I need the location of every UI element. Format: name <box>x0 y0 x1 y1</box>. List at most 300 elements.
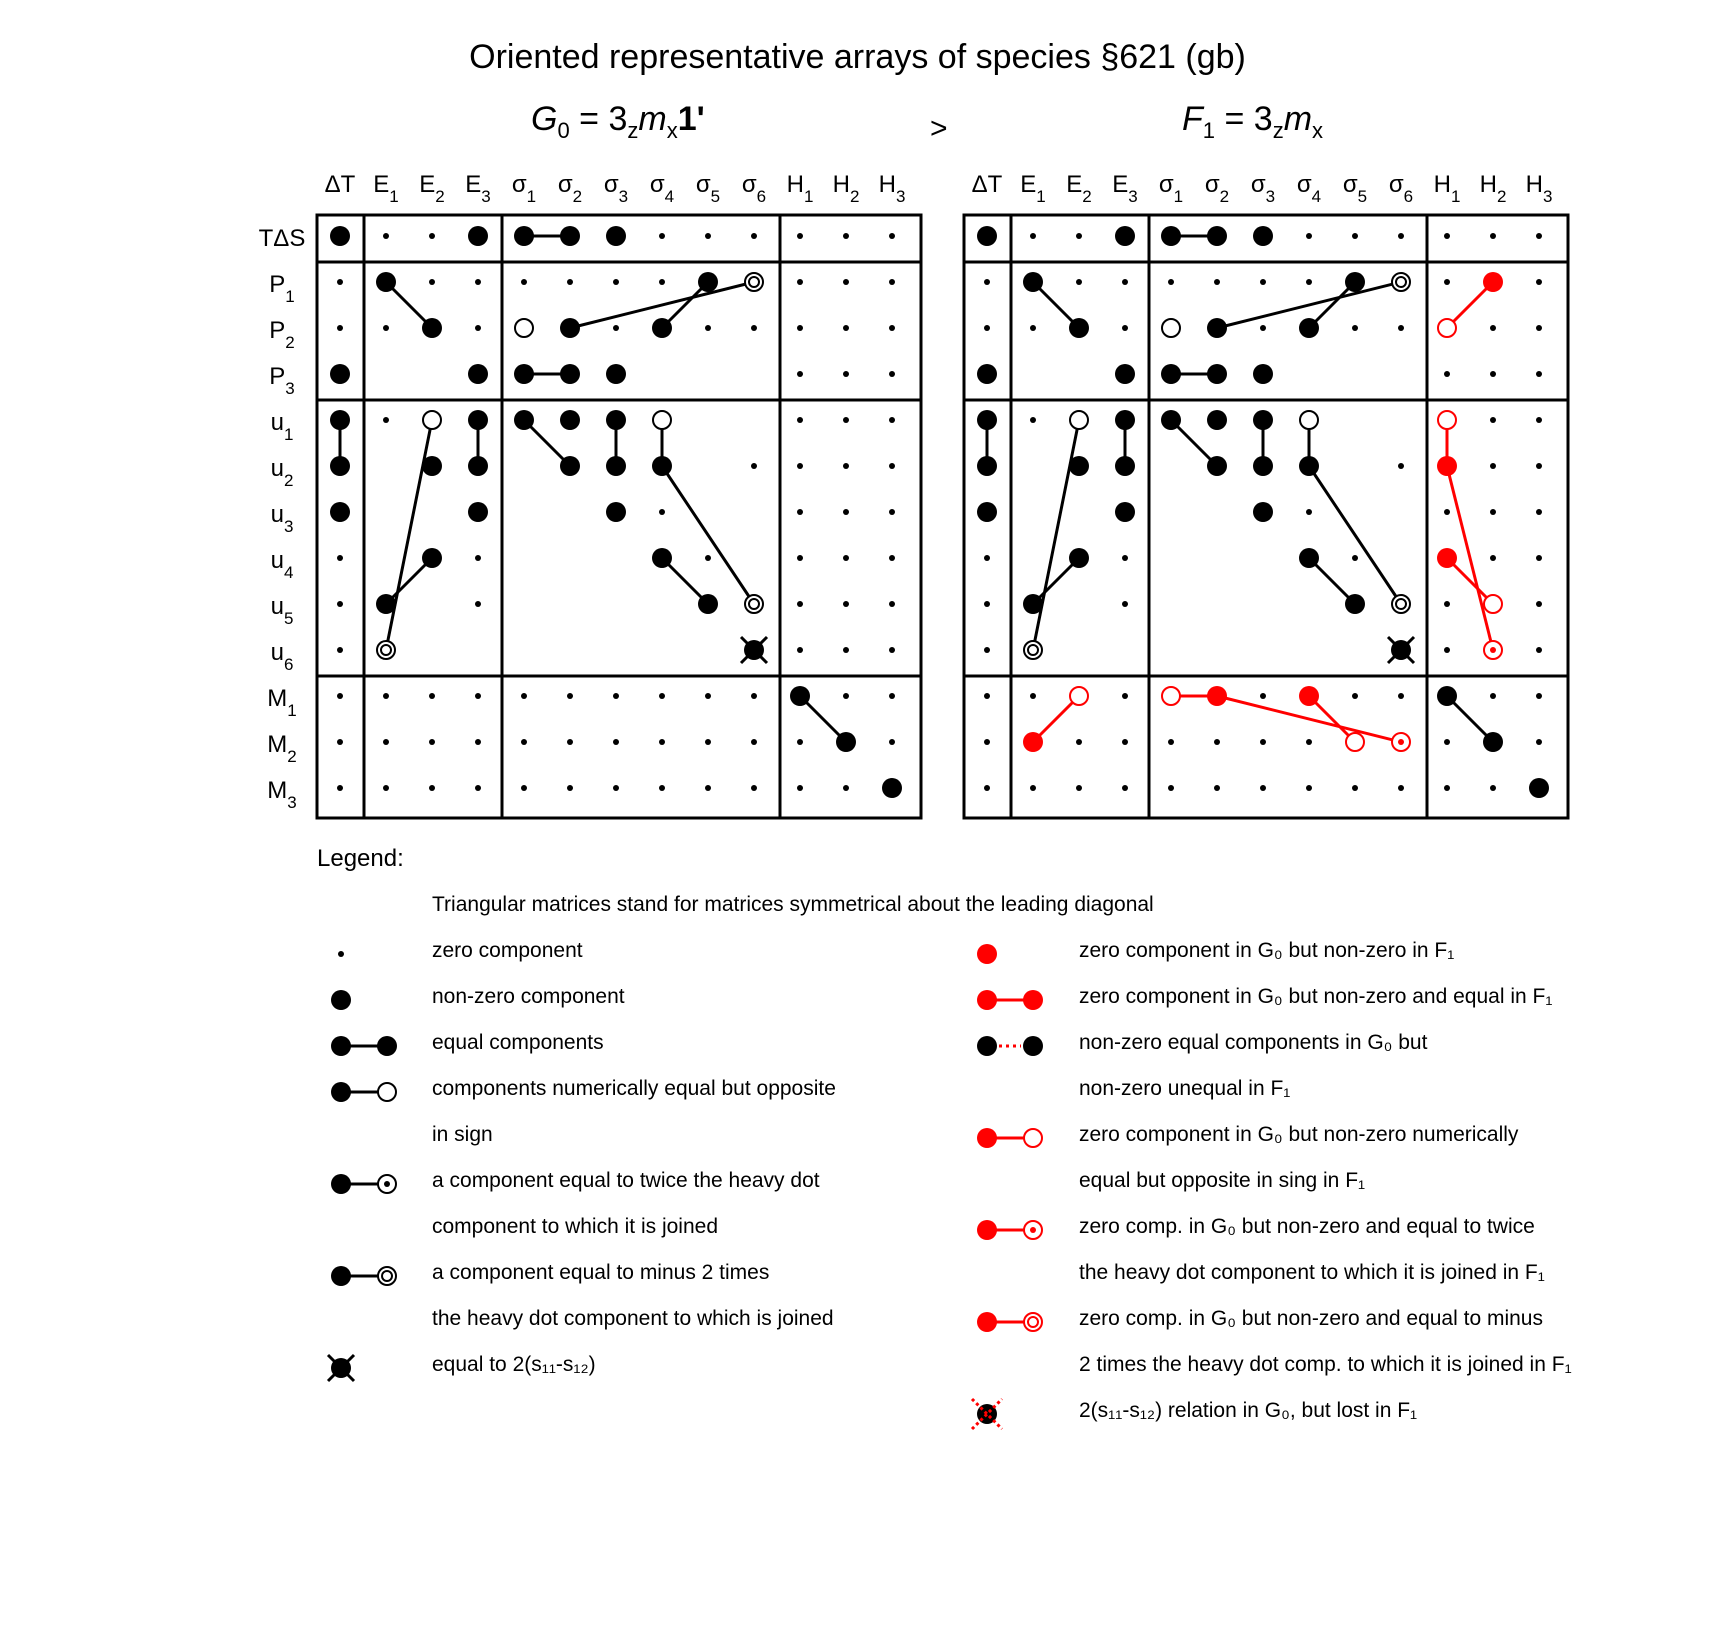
matrix-component <box>1345 594 1365 614</box>
zero-component <box>1260 785 1266 791</box>
legend-symbol-minus2 <box>331 1266 396 1286</box>
zero-component <box>429 693 435 699</box>
legend-symbol-opposite <box>331 1082 396 1102</box>
legend-dot <box>972 1399 1002 1429</box>
zero-component <box>1490 371 1496 377</box>
zero-component <box>1076 279 1082 285</box>
zero-component <box>659 785 665 791</box>
zero-component <box>659 739 665 745</box>
group-subscript: 0 <box>557 117 570 143</box>
zero-component <box>475 601 481 607</box>
zero-component <box>751 693 757 699</box>
zero-component <box>984 785 990 791</box>
zero-component <box>383 785 389 791</box>
zero-component <box>1076 233 1082 239</box>
zero-component <box>889 509 895 515</box>
zero-component <box>1398 785 1404 791</box>
x-subscript: x <box>1312 117 1324 143</box>
zero-component <box>383 233 389 239</box>
matrix-component <box>977 226 997 246</box>
zero-component <box>984 601 990 607</box>
column-header: $H_2$ <box>1479 171 1507 206</box>
zero-component <box>843 463 849 469</box>
matrix-component <box>1346 733 1364 751</box>
zero-component <box>1168 785 1174 791</box>
matrix-component <box>652 548 672 568</box>
legend-entry-right-0: zero component in G₀ but non-zero in F₁ <box>1079 939 1455 962</box>
group-symbol: G <box>531 100 558 138</box>
zero-component <box>1444 233 1450 239</box>
column-header: $\sigma_6$ <box>1388 171 1414 206</box>
matrix-component <box>977 410 997 430</box>
column-header: $E_1$ <box>373 171 399 206</box>
matrix-component <box>1207 226 1227 246</box>
zero-component <box>1122 693 1128 699</box>
row-header: $M_3$ <box>267 777 297 812</box>
zero-component <box>521 739 527 745</box>
zero-component <box>705 739 711 745</box>
legend-symbol-zero <box>338 951 344 957</box>
zero-component <box>1444 371 1450 377</box>
zero-component <box>843 233 849 239</box>
zero-component <box>1030 233 1036 239</box>
matrix-component <box>560 226 580 246</box>
legend-entry-left-3: in sign <box>432 1123 493 1146</box>
zero-component <box>659 693 665 699</box>
zero-component <box>889 647 895 653</box>
legend-right-dot <box>1024 1221 1042 1239</box>
zero-component <box>1444 785 1450 791</box>
zero-component <box>843 693 849 699</box>
column-header: $E_2$ <box>1066 171 1092 206</box>
legend-symbol-equal <box>331 1036 397 1056</box>
legend-left-dot <box>977 1312 997 1332</box>
m-symbol: m <box>638 100 667 138</box>
matrix-component <box>745 273 763 291</box>
row-header: $u_1$ <box>270 409 294 444</box>
matrix-component <box>514 226 534 246</box>
legend-entry-right-2: non-zero unequal in F₁ <box>1079 1077 1291 1100</box>
zero-component <box>337 325 343 331</box>
zero-component <box>613 325 619 331</box>
zero-component <box>1352 693 1358 699</box>
matrix-component <box>1437 456 1457 476</box>
zero-component <box>613 739 619 745</box>
legend-right-dot <box>1023 990 1043 1010</box>
zero-component <box>1260 279 1266 285</box>
matrix-component <box>652 318 672 338</box>
column-header: ΔT <box>971 171 1003 198</box>
column-header: $H_1$ <box>1433 171 1461 206</box>
zero-component <box>1536 279 1542 285</box>
zero-component <box>1168 739 1174 745</box>
zero-component <box>383 417 389 423</box>
matrix-component <box>1115 410 1135 430</box>
column-header: $\sigma_1$ <box>511 171 537 206</box>
zero-component <box>984 325 990 331</box>
zero-component <box>1352 233 1358 239</box>
zero-component <box>1260 739 1266 745</box>
matrix-component <box>606 410 626 430</box>
zero-component <box>1076 739 1082 745</box>
component-link <box>1033 420 1079 650</box>
zero-component <box>1536 417 1542 423</box>
zero-component <box>1490 417 1496 423</box>
zero-component <box>797 233 803 239</box>
matrix-component <box>1299 456 1319 476</box>
zero-component <box>475 325 481 331</box>
column-header: $\sigma_3$ <box>1250 171 1276 206</box>
column-header: ΔT <box>324 171 356 198</box>
zero-component <box>1536 693 1542 699</box>
zero-component <box>337 785 343 791</box>
matrix-component <box>376 272 396 292</box>
zero-component <box>1168 279 1174 285</box>
zero-component <box>1536 509 1542 515</box>
zero-component <box>567 739 573 745</box>
zero-component <box>751 233 757 239</box>
zero-component <box>1398 463 1404 469</box>
zero-component <box>843 785 849 791</box>
zero-component <box>1490 463 1496 469</box>
matrix-component <box>1024 641 1042 659</box>
zero-component <box>429 785 435 791</box>
group-equation: = 3 <box>1215 100 1273 138</box>
matrix-panel-G0 <box>259 171 921 818</box>
row-header: $u_4$ <box>270 547 294 582</box>
m-symbol: m <box>1283 100 1313 138</box>
zero-component <box>1030 693 1036 699</box>
matrix-component <box>1253 502 1273 522</box>
matrix-component <box>1115 364 1135 384</box>
matrix-component <box>1161 410 1181 430</box>
legend-heading: Legend: <box>317 845 404 872</box>
zero-component <box>1122 279 1128 285</box>
column-header: $H_2$ <box>832 171 860 206</box>
legend-symbol-r-twice <box>977 1220 1042 1240</box>
group-symbol: F <box>1182 100 1203 138</box>
matrix-component <box>468 410 488 430</box>
legend-dot <box>977 944 997 964</box>
zero-component <box>383 739 389 745</box>
legend-left-dot <box>977 1036 997 1056</box>
zero-component <box>337 279 343 285</box>
zero-component <box>383 693 389 699</box>
matrix-component <box>1023 732 1043 752</box>
zero-component <box>984 279 990 285</box>
matrix-component <box>977 502 997 522</box>
zero-component <box>751 325 757 331</box>
zero-component <box>567 785 573 791</box>
zero-component <box>705 693 711 699</box>
matrix-component <box>1484 641 1502 659</box>
matrix-component <box>1023 594 1043 614</box>
row-header: $M_2$ <box>267 731 297 766</box>
row-header: $u_5$ <box>270 593 294 628</box>
zero-component <box>1306 739 1312 745</box>
column-header: $H_3$ <box>878 171 906 206</box>
zero-component <box>797 601 803 607</box>
column-header: $\sigma_6$ <box>741 171 767 206</box>
zero-component <box>475 785 481 791</box>
zero-component <box>705 555 711 561</box>
zero-component <box>337 555 343 561</box>
matrix-component <box>1070 411 1088 429</box>
legend-symbol-nonzero <box>331 990 351 1010</box>
zero-component <box>521 279 527 285</box>
zero-component <box>337 601 343 607</box>
matrix-component <box>1161 364 1181 384</box>
zero-component <box>1398 233 1404 239</box>
zero-component <box>383 325 389 331</box>
legend-left-dot <box>977 990 997 1010</box>
column-header: $E_3$ <box>1112 171 1138 206</box>
zero-component <box>1214 785 1220 791</box>
matrix-component <box>1069 318 1089 338</box>
matrix-component <box>745 595 763 613</box>
zero-component <box>797 371 803 377</box>
legend-entry-left-0: zero component <box>432 939 583 962</box>
zero-component <box>1352 325 1358 331</box>
matrix-component <box>1392 733 1410 751</box>
legend-entry-right-4: the heavy dot component to which it is joined in F₁ <box>1079 1261 1545 1284</box>
row-header: $P_2$ <box>269 317 295 352</box>
legend-symbol-r-cross <box>972 1399 1002 1429</box>
zero-component <box>613 693 619 699</box>
z-subscript: z <box>1272 117 1284 143</box>
zero-component <box>797 463 803 469</box>
matrix-component <box>1392 595 1410 613</box>
zero-component <box>843 509 849 515</box>
matrix-component <box>606 502 626 522</box>
zero-component <box>984 693 990 699</box>
column-header: $E_2$ <box>419 171 445 206</box>
matrix-component <box>606 456 626 476</box>
legend-entry-left-4: a component equal to twice the heavy dot <box>432 1169 820 1192</box>
matrix-component <box>1207 318 1227 338</box>
matrix-component <box>1483 732 1503 752</box>
zero-component <box>797 739 803 745</box>
zero-component <box>1306 509 1312 515</box>
zero-component <box>337 739 343 745</box>
matrix-component <box>560 410 580 430</box>
zero-component <box>843 555 849 561</box>
legend-symbol-r-equal <box>977 990 1043 1010</box>
zero-component <box>705 233 711 239</box>
zero-component <box>843 325 849 331</box>
matrix-component <box>422 548 442 568</box>
legend-dot <box>331 990 351 1010</box>
zero-component <box>751 739 757 745</box>
zero-component <box>889 693 895 699</box>
matrix-component <box>741 637 767 663</box>
zero-component <box>429 739 435 745</box>
legend-entry-right-4: zero comp. in G₀ but non-zero and equal to twice <box>1079 1215 1535 1238</box>
legend-entry-left-5: the heavy dot component to which is joined <box>432 1307 834 1330</box>
zero-component <box>659 233 665 239</box>
zero-component <box>1490 693 1496 699</box>
zero-component <box>1122 601 1128 607</box>
zero-component <box>475 739 481 745</box>
matrix-component <box>468 226 488 246</box>
zero-component <box>475 555 481 561</box>
zero-component <box>705 325 711 331</box>
zero-component <box>1536 739 1542 745</box>
legend-symbol-r-nonzero <box>977 944 997 964</box>
component-link <box>1309 466 1401 604</box>
row-header: $M_1$ <box>267 685 297 720</box>
zero-component <box>1444 279 1450 285</box>
column-header: $H_3$ <box>1525 171 1553 206</box>
matrix-component <box>698 272 718 292</box>
legend-right-dot <box>378 1175 396 1193</box>
matrix-component <box>514 410 534 430</box>
zero-component <box>1536 647 1542 653</box>
zero-component <box>889 601 895 607</box>
matrix-component <box>422 318 442 338</box>
matrix-component <box>1438 319 1456 337</box>
matrix-component <box>1161 226 1181 246</box>
matrix-component <box>1115 226 1135 246</box>
zero-component <box>659 279 665 285</box>
zero-component <box>1444 739 1450 745</box>
zero-component <box>1122 555 1128 561</box>
row-header: TΔS <box>258 225 306 252</box>
zero-component <box>1122 739 1128 745</box>
matrix-component <box>560 364 580 384</box>
matrix-component <box>1115 456 1135 476</box>
matrix-component <box>653 411 671 429</box>
zero-component <box>1030 417 1036 423</box>
matrix-component <box>560 318 580 338</box>
legend-entry-right-3: equal but opposite in sing in F₁ <box>1079 1169 1366 1192</box>
legend-entry-left-1: non-zero component <box>432 985 625 1008</box>
legend-entry-right-2: non-zero equal components in G₀ but <box>1079 1031 1428 1054</box>
legend-right-dot <box>378 1083 396 1101</box>
legend-left-dot <box>331 1082 351 1102</box>
legend-left-dot <box>977 1220 997 1240</box>
zero-component <box>843 601 849 607</box>
matrix-component <box>790 686 810 706</box>
legend-left-dot <box>977 1128 997 1148</box>
zero-component <box>1076 785 1082 791</box>
zero-component <box>1444 601 1450 607</box>
component-link <box>386 420 432 650</box>
zero-component <box>1490 785 1496 791</box>
legend-entry-right-1: zero component in G₀ but non-zero and equal in F₁ <box>1079 985 1553 1008</box>
zero-component <box>1490 555 1496 561</box>
column-header: $\sigma_4$ <box>1296 171 1322 206</box>
zero-component <box>843 371 849 377</box>
matrix-component <box>423 411 441 429</box>
matrix-component <box>330 410 350 430</box>
zero-component <box>567 279 573 285</box>
column-header: $\sigma_5$ <box>695 171 721 206</box>
zero-component <box>659 509 665 515</box>
row-header: $P_3$ <box>269 363 295 398</box>
matrix-component <box>1162 319 1180 337</box>
zero-component <box>889 417 895 423</box>
legend-entry-left-6: equal to 2(s₁₁-s₁₂) <box>432 1353 596 1376</box>
matrix-component <box>836 732 856 752</box>
zero-component <box>1490 325 1496 331</box>
legend-entry-right-5: 2 times the heavy dot comp. to which it is joined in F₁ <box>1079 1353 1572 1376</box>
matrix-component <box>1023 272 1043 292</box>
legend-right-dot <box>378 1267 396 1285</box>
zero-component <box>1122 325 1128 331</box>
zero-component <box>567 693 573 699</box>
zero-component <box>797 417 803 423</box>
legend-dot <box>328 1355 354 1381</box>
matrix-component <box>977 456 997 476</box>
zero-component <box>475 279 481 285</box>
matrix-component <box>330 502 350 522</box>
zero-component <box>797 325 803 331</box>
matrix-component <box>468 364 488 384</box>
zero-component <box>889 463 895 469</box>
matrix-component <box>1115 502 1135 522</box>
zero-component <box>1444 509 1450 515</box>
zero-component <box>843 279 849 285</box>
matrix-component <box>330 456 350 476</box>
zero-component <box>1398 693 1404 699</box>
matrix-component <box>468 502 488 522</box>
zero-component <box>984 739 990 745</box>
matrix-component <box>1253 456 1273 476</box>
matrix-component <box>1392 273 1410 291</box>
column-header: $\sigma_2$ <box>557 171 583 206</box>
column-header: $\sigma_5$ <box>1342 171 1368 206</box>
zero-component <box>889 279 895 285</box>
legend-right-dot <box>377 1036 397 1056</box>
page-title: Oriented representative arrays of species §621 (gb) <box>469 38 1246 76</box>
zero-component <box>751 463 757 469</box>
zero-component <box>797 647 803 653</box>
legend-entry-right-3: zero component in G₀ but non-zero numerically <box>1079 1123 1519 1146</box>
zero-component <box>1030 785 1036 791</box>
matrix-component <box>1253 410 1273 430</box>
matrix-component <box>1299 686 1319 706</box>
matrix-component <box>1484 595 1502 613</box>
legend-entry-left-2: equal components <box>432 1031 604 1054</box>
legend-entry-right-5: zero comp. in G₀ but non-zero and equal to minus <box>1079 1307 1543 1330</box>
column-header: $E_3$ <box>465 171 491 206</box>
column-header: $\sigma_2$ <box>1204 171 1230 206</box>
zero-component <box>751 785 757 791</box>
zero-component <box>797 279 803 285</box>
column-header: $\sigma_3$ <box>603 171 629 206</box>
legend-left-dot <box>331 1266 351 1286</box>
zero-component <box>1306 233 1312 239</box>
zero-component <box>1536 325 1542 331</box>
legend-symbol-r-minus2 <box>977 1312 1042 1332</box>
zero-component <box>984 647 990 653</box>
legend-entry-left-5: a component equal to minus 2 times <box>432 1261 770 1284</box>
legend-left-dot <box>331 1036 351 1056</box>
matrix-component <box>330 226 350 246</box>
time-reversal-symbol: 1' <box>677 100 705 138</box>
matrix-component <box>1299 318 1319 338</box>
matrix-component <box>1070 687 1088 705</box>
legend-entry-right-6: 2(s₁₁-s₁₂) relation in G₀, but lost in F₁ <box>1079 1399 1418 1422</box>
matrix-component <box>1207 686 1227 706</box>
matrix-component <box>422 456 442 476</box>
column-header: $E_1$ <box>1020 171 1046 206</box>
zero-component <box>705 785 711 791</box>
zero-component <box>889 371 895 377</box>
zero-component <box>797 785 803 791</box>
zero-component <box>613 785 619 791</box>
